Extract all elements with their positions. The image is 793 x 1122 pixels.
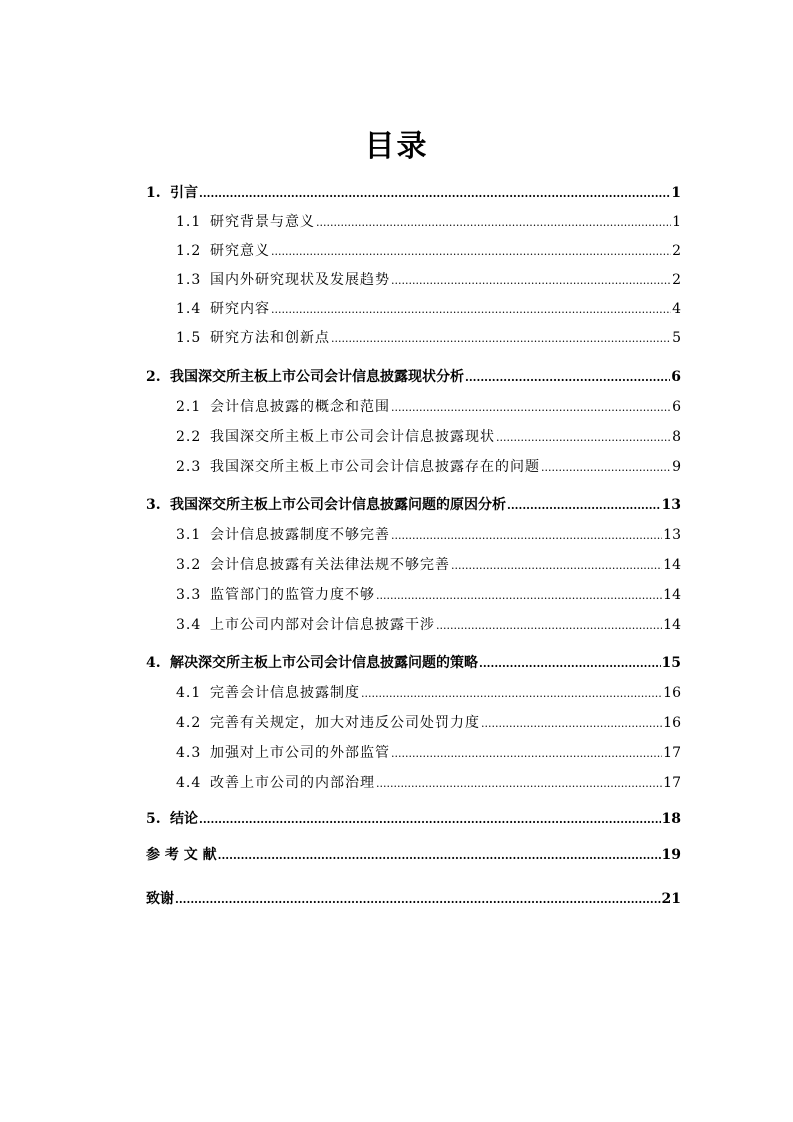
toc-entry-page-number: 14 bbox=[663, 587, 681, 603]
toc-entry-title: 引言 bbox=[170, 185, 198, 201]
toc-entry-page-number: 6 bbox=[672, 399, 681, 415]
toc-chapter-entry[interactable] bbox=[146, 888, 681, 910]
toc-dot-leader bbox=[391, 270, 671, 292]
toc-dot-leader bbox=[218, 845, 661, 867]
toc-entry-title: 研究背景与意义 bbox=[210, 214, 315, 230]
toc-dot-leader bbox=[481, 713, 662, 735]
toc-entry-number: 2.1 bbox=[176, 399, 202, 415]
toc-entry-number: 4. bbox=[146, 655, 161, 671]
toc-entry-number: 3.3 bbox=[176, 587, 202, 603]
toc-dot-leader bbox=[391, 525, 662, 547]
toc-entry-number: 1. bbox=[146, 185, 161, 201]
toc-dot-leader bbox=[479, 653, 661, 675]
toc-entry-title: 完善会计信息披露制度 bbox=[210, 685, 360, 701]
toc-section-entry[interactable] bbox=[176, 554, 681, 576]
toc-entry-title: 上市公司内部对会计信息披露干涉 bbox=[210, 617, 435, 633]
toc-dot-leader bbox=[271, 299, 671, 321]
toc-entry-number: 1.3 bbox=[176, 272, 202, 288]
toc-entry-number: 3.2 bbox=[176, 557, 202, 573]
toc-entry-number: 5. bbox=[146, 811, 161, 827]
toc-entry-page-number: 19 bbox=[661, 847, 681, 863]
toc-section-entry[interactable] bbox=[176, 584, 681, 606]
toc-entry-number: 3. bbox=[146, 497, 161, 513]
toc-section-entry[interactable] bbox=[176, 240, 681, 262]
toc-entry-page-number: 14 bbox=[663, 557, 681, 573]
toc-entry-page-number: 15 bbox=[661, 655, 681, 671]
toc-dot-leader bbox=[376, 773, 662, 795]
toc-entry-number: 1.2 bbox=[176, 243, 202, 259]
toc-chapter-entry[interactable] bbox=[146, 494, 681, 516]
toc-entry-page-number: 1 bbox=[672, 214, 681, 230]
toc-entry-title: 研究方法和创新点 bbox=[210, 330, 330, 346]
toc-entry-title: 加强对上市公司的外部监管 bbox=[210, 745, 390, 761]
page-title: 目录 bbox=[364, 129, 429, 164]
toc-entry-page-number: 13 bbox=[663, 527, 681, 543]
toc-section-entry[interactable] bbox=[176, 456, 681, 478]
toc-entry-title: 我国深交所主板上市公司会计信息披露问题的原因分析 bbox=[170, 497, 506, 513]
toc-dot-leader bbox=[175, 889, 661, 911]
toc-entry-title: 解决深交所主板上市公司会计信息披露问题的策略 bbox=[170, 655, 478, 671]
toc-dot-leader bbox=[451, 555, 662, 577]
toc-entry-title: 致谢 bbox=[146, 891, 174, 907]
toc-entry-page-number: 9 bbox=[672, 459, 681, 475]
toc-section-entry[interactable] bbox=[176, 269, 681, 291]
toc-entry-number: 3.1 bbox=[176, 527, 202, 543]
toc-entry-title: 研究内容 bbox=[210, 301, 270, 317]
toc-entry-page-number: 17 bbox=[663, 775, 681, 791]
toc-entry-number: 4.1 bbox=[176, 685, 202, 701]
toc-section-entry[interactable] bbox=[176, 298, 681, 320]
toc-dot-leader bbox=[271, 241, 671, 263]
toc-entry-number: 4.2 bbox=[176, 715, 202, 731]
toc-dot-leader bbox=[465, 367, 670, 389]
toc-entry-number: 1.1 bbox=[176, 214, 202, 230]
toc-entry-page-number: 14 bbox=[663, 617, 681, 633]
toc-entry-title: 我国深交所主板上市公司会计信息披露存在的问题 bbox=[210, 459, 540, 475]
toc-entry-title: 会计信息披露制度不够完善 bbox=[210, 527, 390, 543]
toc-chapter-entry[interactable] bbox=[146, 808, 681, 830]
toc-section-entry[interactable] bbox=[176, 614, 681, 636]
toc-entry-number: 1.5 bbox=[176, 330, 202, 346]
toc-dot-leader bbox=[391, 743, 662, 765]
toc-entry-number: 4.4 bbox=[176, 775, 202, 791]
toc-section-entry[interactable] bbox=[176, 772, 681, 794]
toc-entry-number: 4.3 bbox=[176, 745, 202, 761]
toc-entry-title: 会计信息披露有关法律法规不够完善 bbox=[210, 557, 450, 573]
toc-dot-leader bbox=[496, 427, 671, 449]
toc-entry-page-number: 6 bbox=[671, 369, 681, 385]
toc-entry-page-number: 17 bbox=[663, 745, 681, 761]
toc-entry-number: 1.4 bbox=[176, 301, 202, 317]
toc-entry-page-number: 2 bbox=[672, 243, 681, 259]
toc-section-entry[interactable] bbox=[176, 211, 681, 233]
toc-entry-page-number: 21 bbox=[661, 891, 681, 907]
toc-entry-title: 会计信息披露的概念和范围 bbox=[210, 399, 390, 415]
toc-section-entry[interactable] bbox=[176, 327, 681, 349]
toc-section-entry[interactable] bbox=[176, 524, 681, 546]
toc-entry-title: 参 考 文 献 bbox=[146, 847, 217, 863]
toc-entry-page-number: 4 bbox=[672, 301, 681, 317]
toc-dot-leader bbox=[391, 397, 671, 419]
toc-dot-leader bbox=[199, 809, 661, 831]
toc-entry-title: 我国深交所主板上市公司会计信息披露现状分析 bbox=[170, 369, 464, 385]
toc-entry-page-number: 2 bbox=[672, 272, 681, 288]
toc-entry-title: 国内外研究现状及发展趋势 bbox=[210, 272, 390, 288]
toc-chapter-entry[interactable] bbox=[146, 366, 681, 388]
toc-entry-number: 2.3 bbox=[176, 459, 202, 475]
toc-section-entry[interactable] bbox=[176, 712, 681, 734]
toc-entry-page-number: 13 bbox=[661, 497, 681, 513]
toc-dot-leader bbox=[361, 683, 662, 705]
toc-section-entry[interactable] bbox=[176, 426, 681, 448]
toc-entry-page-number: 16 bbox=[663, 685, 681, 701]
toc-chapter-entry[interactable] bbox=[146, 652, 681, 674]
toc-entry-number: 2. bbox=[146, 369, 161, 385]
toc-section-entry[interactable] bbox=[176, 682, 681, 704]
toc-entry-page-number: 1 bbox=[671, 185, 681, 201]
toc-section-entry[interactable] bbox=[176, 742, 681, 764]
toc-entry-page-number: 8 bbox=[672, 429, 681, 445]
toc-entry-page-number: 18 bbox=[661, 811, 681, 827]
toc-entry-page-number: 16 bbox=[663, 715, 681, 731]
toc-dot-leader bbox=[541, 457, 671, 479]
toc-entry-title: 完善有关规定，加大对违反公司处罚力度 bbox=[210, 715, 480, 731]
toc-entry-page-number: 5 bbox=[672, 330, 681, 346]
toc-entry-title: 监管部门的监管力度不够 bbox=[210, 587, 375, 603]
toc-dot-leader bbox=[376, 585, 662, 607]
toc-entry-title: 改善上市公司的内部治理 bbox=[210, 775, 375, 791]
toc-dot-leader bbox=[331, 328, 671, 350]
toc-dot-leader bbox=[199, 183, 670, 205]
toc-chapter-entry[interactable] bbox=[146, 844, 681, 866]
toc-dot-leader bbox=[316, 212, 671, 234]
toc-entry-title: 研究意义 bbox=[210, 243, 270, 259]
toc-dot-leader bbox=[507, 495, 661, 517]
toc-chapter-entry[interactable] bbox=[146, 182, 681, 204]
toc-entry-number: 3.4 bbox=[176, 617, 202, 633]
toc-entry-title: 结论 bbox=[170, 811, 198, 827]
toc-entry-title: 我国深交所主板上市公司会计信息披露现状 bbox=[210, 429, 495, 445]
toc-section-entry[interactable] bbox=[176, 396, 681, 418]
toc-dot-leader bbox=[436, 615, 662, 637]
toc-entry-number: 2.2 bbox=[176, 429, 202, 445]
